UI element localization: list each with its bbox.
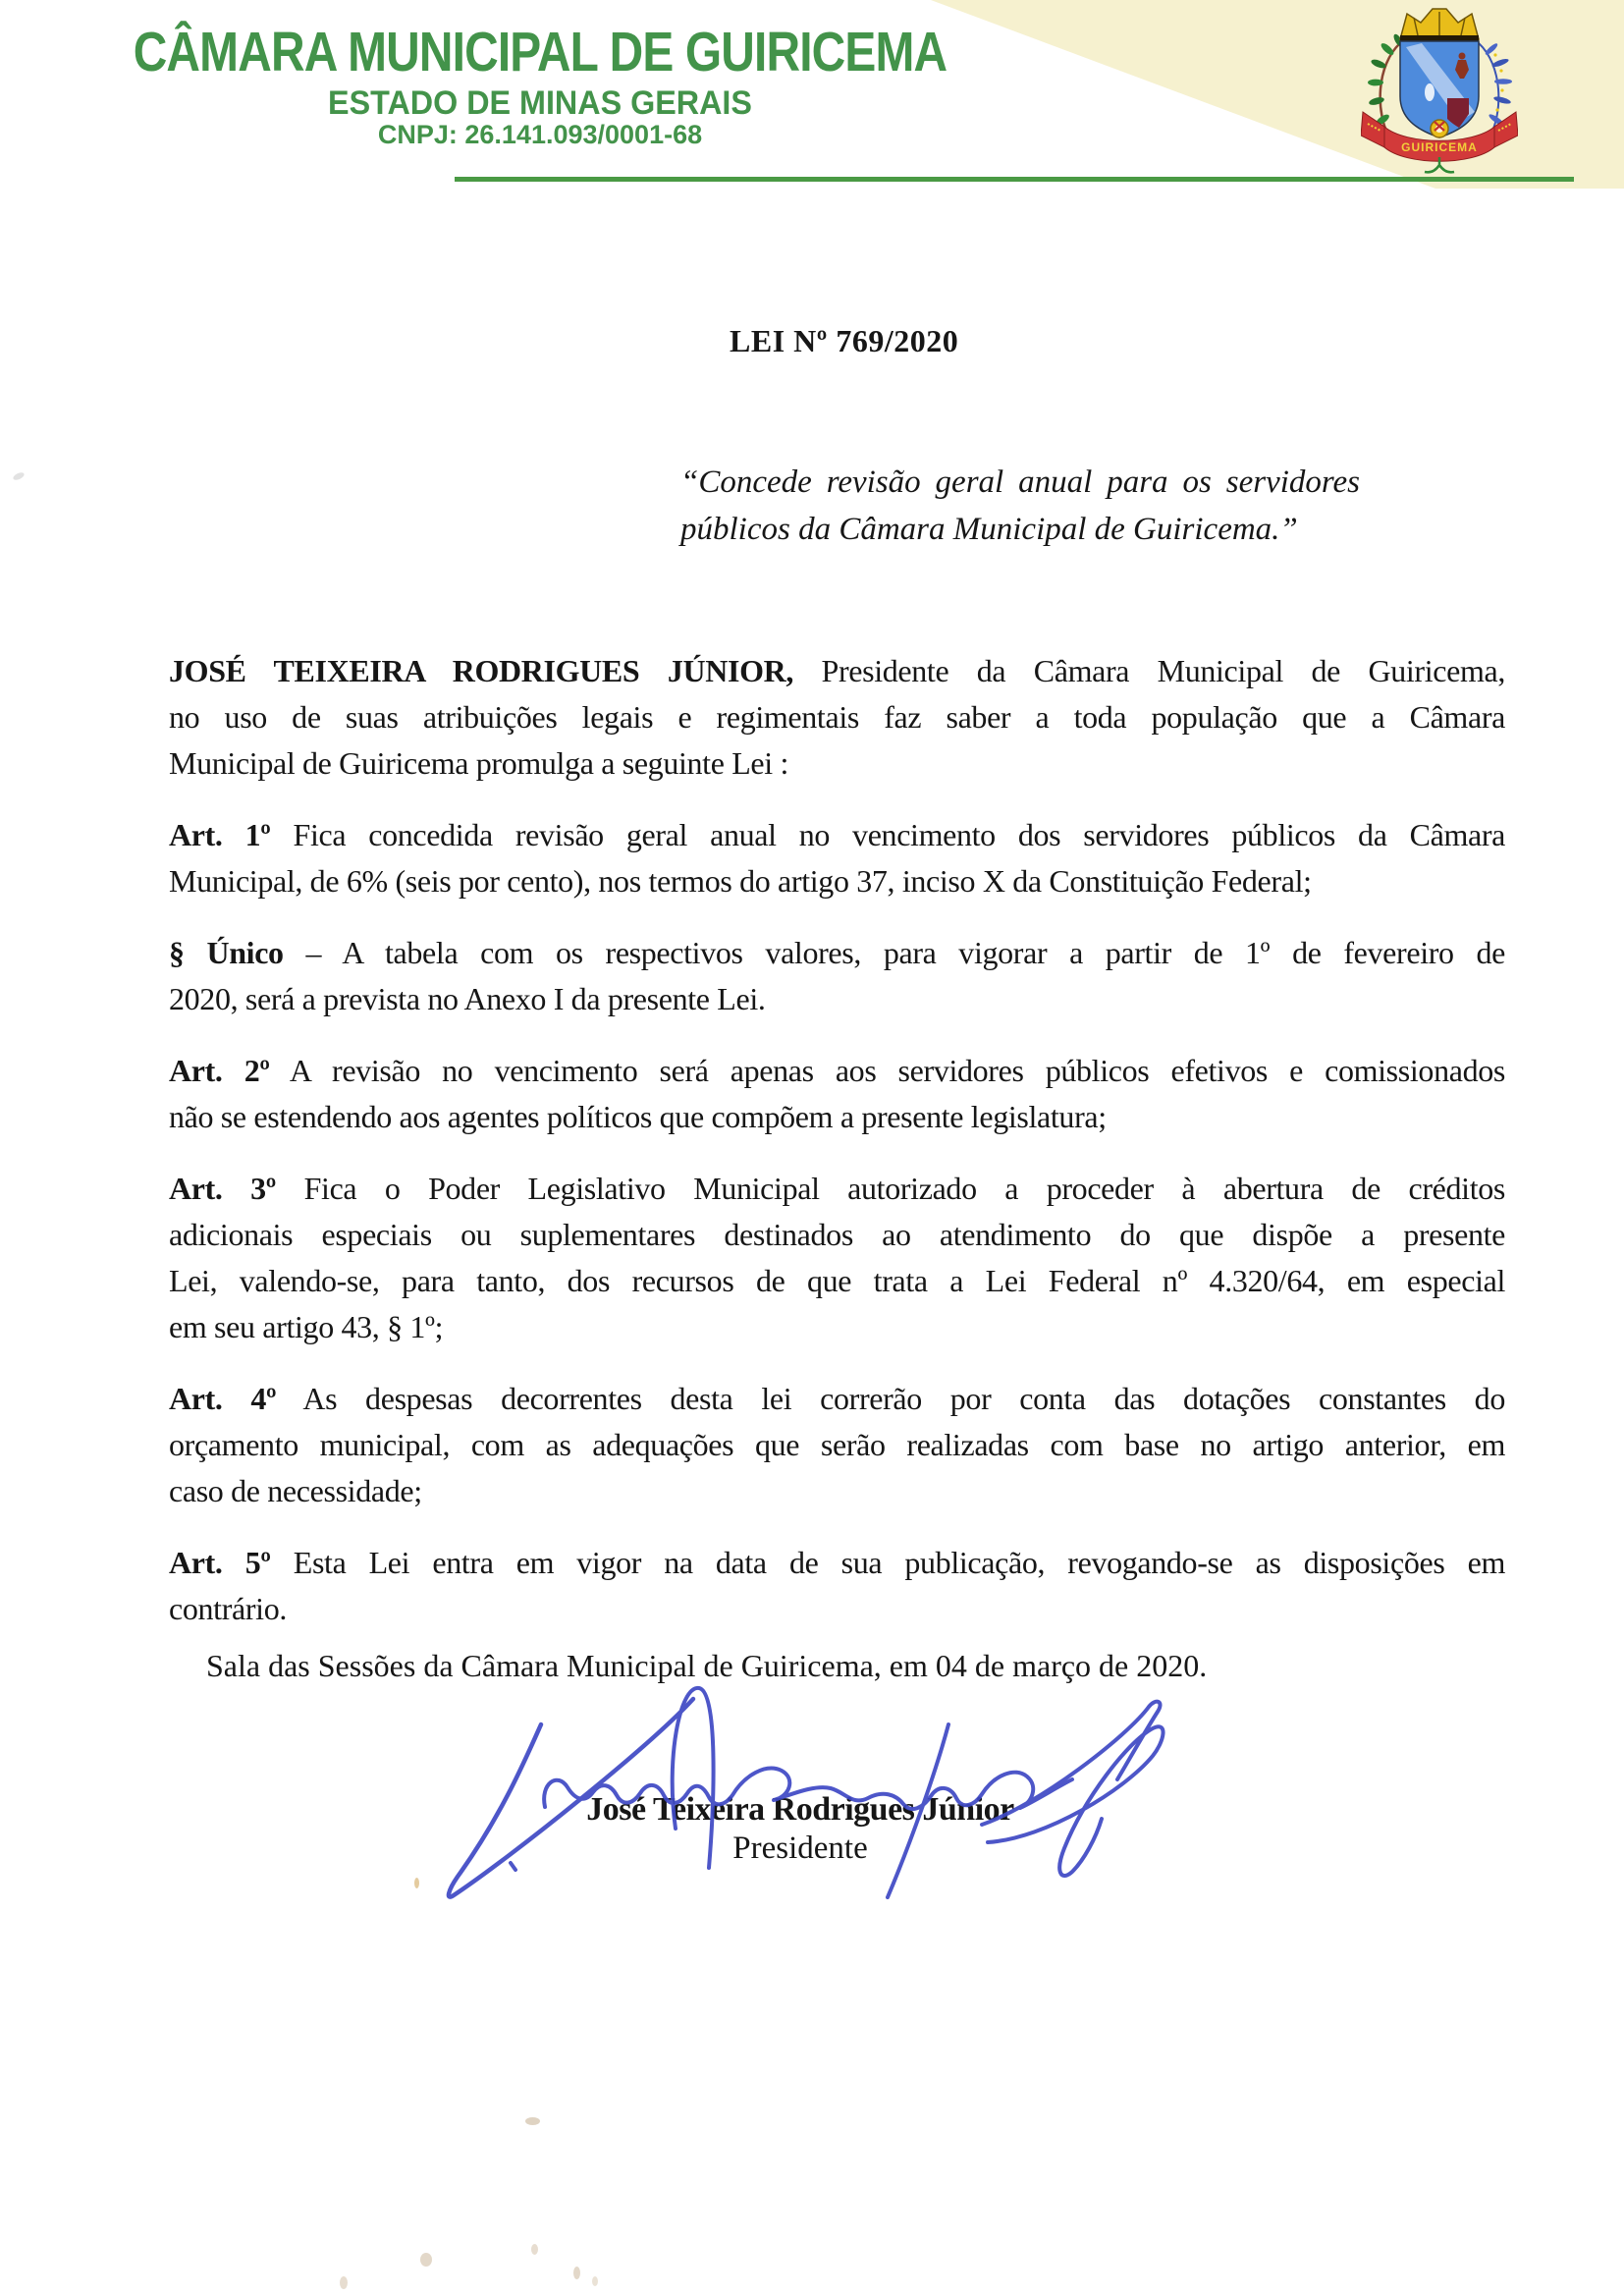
paragraph-text: contrário. xyxy=(169,1591,288,1626)
paragraph-text: Fica o Poder Legislativo Municipal autorizado a proceder à abertura de créditos xyxy=(276,1171,1505,1206)
paragraph-text: As despesas decorrentes desta lei correrão por conta das dotações constantes do xyxy=(276,1381,1505,1416)
document-line xyxy=(680,506,1360,553)
paragraph-text: “Concede revisão geral anual para os servidores xyxy=(680,465,1360,500)
document-line xyxy=(169,1540,1505,1586)
paragraph-lead: Art. 4º xyxy=(169,1381,277,1416)
paragraph-text: orçamento municipal, com as adequações que serão realizadas com base no artigo anterior, em xyxy=(169,1427,1505,1462)
guiricema-coat-of-arms-icon xyxy=(1361,2,1518,175)
paragraph-text: em seu artigo 43, § 1º; xyxy=(169,1309,444,1344)
signatory-role: Presidente xyxy=(732,1831,868,1866)
document-line xyxy=(169,976,1505,1022)
document-line xyxy=(169,740,1505,787)
paragraph-text: no uso de suas atribuições legais e regimentais faz saber a toda população que a Câmara xyxy=(169,699,1505,735)
header-state-name: ESTADO DE MINAS GERAIS xyxy=(328,84,752,122)
paragraph-text: A revisão no vencimento será apenas aos servidores públicos efetivos e comissionados xyxy=(269,1053,1505,1088)
document-line xyxy=(169,694,1505,740)
document-body xyxy=(169,648,1505,1632)
paragraph-text: Lei, valendo-se, para tanto, dos recursos de que trata a Lei Federal nº 4.320/64, em especial xyxy=(169,1263,1505,1298)
scan-artifact xyxy=(340,2276,348,2289)
paragraph-text: Fica concedida revisão geral anual no vencimento dos servidores públicos da Câmara xyxy=(270,817,1505,852)
emblem-ribbon-text: GUIRICEMA xyxy=(1401,140,1478,154)
paragraph-text: – A tabela com os respectivos valores, para vigorar a partir de 1º de fevereiro de xyxy=(283,935,1505,970)
signature-ink xyxy=(363,1669,1326,1954)
paragraph xyxy=(169,1376,1505,1514)
emblem-bugle xyxy=(1431,120,1448,137)
scan-artifact xyxy=(573,2267,580,2279)
paragraph xyxy=(169,1048,1505,1140)
paragraph-lead: Art. 3º xyxy=(169,1171,277,1206)
scan-artifact xyxy=(531,2244,538,2255)
document-line xyxy=(169,1304,1505,1350)
header-cnpj: CNPJ: 26.141.093/0001-68 xyxy=(377,120,703,149)
scan-artifact xyxy=(12,471,25,482)
document-line xyxy=(169,930,1505,976)
paragraph-text: Municipal de Guiricema promulga a seguinte Lei : xyxy=(169,745,788,781)
scan-artifact xyxy=(592,2276,598,2286)
paragraph xyxy=(169,812,1505,904)
document-line xyxy=(169,1212,1505,1258)
paragraph-lead: Art. 5º xyxy=(169,1545,271,1580)
paragraph-text: caso de necessidade; xyxy=(169,1473,422,1508)
paragraph-lead: Art. 1º xyxy=(169,817,271,852)
document-line xyxy=(169,1376,1505,1422)
paragraph-lead: Art. 2º xyxy=(169,1053,270,1088)
scan-artifact xyxy=(420,2253,432,2267)
scan-artifact xyxy=(525,2117,540,2125)
paragraph-text: Esta Lei entra em vigor na data de sua publicação, revogando-se as disposições em xyxy=(270,1545,1505,1580)
paragraph-text: públicos da Câmara Municipal de Guiricema.” xyxy=(680,512,1298,547)
scan-artifact xyxy=(414,1878,419,1888)
paragraph-text: não se estendendo aos agentes políticos que compõem a presente legislatura; xyxy=(169,1099,1107,1134)
document-line xyxy=(169,1422,1505,1468)
document-line xyxy=(169,1586,1505,1632)
header-org-name: CÂMARA MUNICIPAL DE GUIRICEMA xyxy=(133,21,947,83)
closing-line: Sala das Sessões da Câmara Municipal de Guiricema, em 04 de março de 2020. xyxy=(206,1648,1208,1683)
epigraph xyxy=(680,459,1360,553)
emblem-crown xyxy=(1400,9,1479,41)
signatory-name: José Teixeira Rodrigues Júnior xyxy=(586,1791,1014,1828)
document-line xyxy=(169,648,1505,694)
paragraph-lead: § Único xyxy=(169,935,284,970)
document-line xyxy=(169,858,1505,904)
paragraph xyxy=(169,648,1505,787)
paragraph-text: Municipal, de 6% (seis por cento), nos termos do artigo 37, inciso X da Constituição Federal; xyxy=(169,863,1312,899)
paragraph-lead: JOSÉ TEIXEIRA RODRIGUES JÚNIOR, xyxy=(169,653,794,688)
document-line xyxy=(169,1258,1505,1304)
paragraph-text: 2020, será a prevista no Anexo I da presente Lei. xyxy=(169,981,766,1016)
paragraph xyxy=(169,1166,1505,1350)
law-title: LEI Nº 769/2020 xyxy=(730,323,959,358)
document-line xyxy=(680,459,1360,506)
document-line xyxy=(169,812,1505,858)
paragraph xyxy=(169,1540,1505,1632)
document-line xyxy=(169,1166,1505,1212)
paragraph xyxy=(169,930,1505,1022)
paragraph-text: adicionais especiais ou suplementares destinados ao atendimento do que dispõe a presente xyxy=(169,1217,1505,1252)
document-line xyxy=(169,1094,1505,1140)
document-line xyxy=(169,1048,1505,1094)
header-rule xyxy=(455,177,1574,182)
document-line xyxy=(169,1468,1505,1514)
paragraph-text: Presidente da Câmara Municipal de Guiricema, xyxy=(793,653,1505,688)
